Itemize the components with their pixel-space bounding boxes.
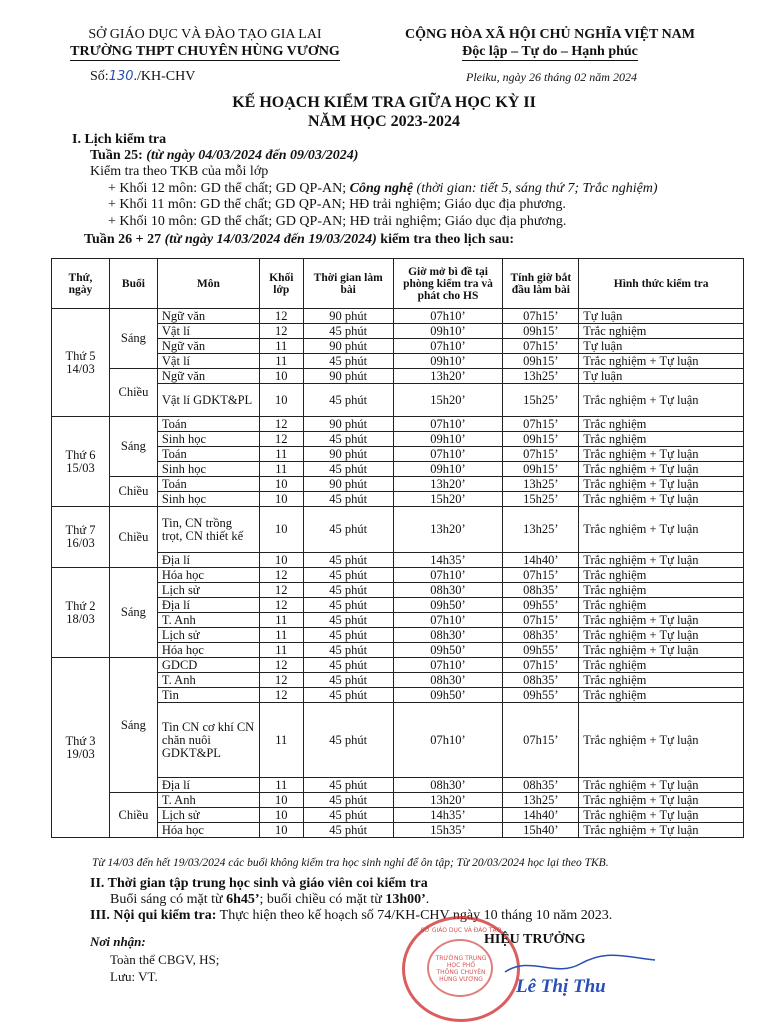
subject-cell: Toán [157, 417, 259, 432]
open-time-cell: 07h10’ [393, 613, 503, 628]
subject-cell: T. Anh [157, 613, 259, 628]
grade-cell: 10 [259, 553, 303, 568]
subject-cell: Lịch sử [157, 808, 259, 823]
start-time-cell: 07h15’ [503, 309, 579, 324]
subject-cell: Ngữ văn [157, 309, 259, 324]
format-cell: Trắc nghiệm + Tự luận [579, 808, 744, 823]
grade-cell: 12 [259, 432, 303, 447]
format-cell: Trắc nghiệm + Tự luận [579, 643, 744, 658]
table-row [52, 658, 744, 673]
open-time-cell: 09h10’ [393, 462, 503, 477]
school-name: TRƯỜNG THPT CHUYÊN HÙNG VƯƠNG [70, 44, 340, 59]
duration-cell: 45 phút [303, 324, 393, 339]
duration-cell: 45 phút [303, 778, 393, 793]
subject-cell: Ngữ văn [157, 369, 259, 384]
start-time-cell: 07h15’ [503, 658, 579, 673]
col-header-grade: Khối lớp [259, 259, 303, 309]
start-time-cell: 07h15’ [503, 447, 579, 462]
start-time-cell: 13h25’ [503, 369, 579, 384]
open-time-cell: 07h10’ [393, 309, 503, 324]
open-time-cell: 07h10’ [393, 703, 503, 778]
open-time-cell: 07h10’ [393, 339, 503, 354]
header-right [370, 26, 730, 60]
session-cell: Sáng [109, 417, 157, 477]
open-time-cell: 14h35’ [393, 808, 503, 823]
format-cell: Trắc nghiệm [579, 324, 744, 339]
week-26-27-line: Tuần 26 + 27 (từ ngày 14/03/2024 đến 19/03/2024) kiểm tra theo lịch sau: [84, 232, 515, 247]
duration-cell: 45 phút [303, 492, 393, 507]
open-time-cell: 08h30’ [393, 778, 503, 793]
subject-cell: Địa lí [157, 778, 259, 793]
start-time-cell: 14h40’ [503, 553, 579, 568]
col-header-open-time: Giờ mở bì đề tại phòng kiểm tra và phát cho HS [393, 259, 503, 309]
open-time-cell: 13h20’ [393, 477, 503, 492]
open-time-cell: 15h20’ [393, 492, 503, 507]
grade-cell: 10 [259, 384, 303, 417]
subject-cell: Vật lí [157, 354, 259, 369]
department-name: SỞ GIÁO DỤC VÀ ĐÀO TẠO GIA LAI [88, 27, 322, 42]
khoi-12-line: + Khối 12 môn: GD thể chất; GD QP-AN; Công nghệ (thời gian: tiết 5, sáng thứ 7; Trắc nghiệm) [108, 181, 658, 196]
start-time-cell: 15h40’ [503, 823, 579, 838]
table-row [52, 477, 744, 492]
format-cell: Trắc nghiệm + Tự luận [579, 492, 744, 507]
duration-cell: 90 phút [303, 339, 393, 354]
format-cell: Trắc nghiệm [579, 673, 744, 688]
format-cell: Trắc nghiệm [579, 598, 744, 613]
format-cell: Trắc nghiệm [579, 417, 744, 432]
subject-cell: Ngữ văn [157, 339, 259, 354]
exam-schedule-table [51, 258, 744, 838]
start-time-cell: 09h55’ [503, 643, 579, 658]
subject-cell: Tin, CN trồng trọt, CN thiết kế [157, 507, 259, 553]
start-time-cell: 15h25’ [503, 384, 579, 417]
duration-cell: 90 phút [303, 369, 393, 384]
format-cell: Trắc nghiệm + Tự luận [579, 553, 744, 568]
table-row [52, 417, 744, 432]
start-time-cell: 13h25’ [503, 793, 579, 808]
start-time-cell: 07h15’ [503, 339, 579, 354]
grade-cell: 12 [259, 673, 303, 688]
issue-date: Pleiku, ngày 26 tháng 02 năm 2024 [466, 70, 637, 84]
open-time-cell: 13h20’ [393, 369, 503, 384]
format-cell: Trắc nghiệm + Tự luận [579, 447, 744, 462]
start-time-cell: 07h15’ [503, 568, 579, 583]
duration-cell: 45 phút [303, 598, 393, 613]
open-time-cell: 09h50’ [393, 688, 503, 703]
subject-cell: Hóa học [157, 823, 259, 838]
duration-cell: 45 phút [303, 613, 393, 628]
day-cell: Thứ 7 16/03 [52, 507, 110, 568]
khoi-11-line: + Khối 11 môn: GD thể chất; GD QP-AN; HĐ trải nghiệm; Giáo dục địa phương. [108, 197, 566, 212]
subject-cell: Vật lí GDKT&PL [157, 384, 259, 417]
format-cell: Trắc nghiệm + Tự luận [579, 793, 744, 808]
open-time-cell: 08h30’ [393, 583, 503, 598]
document-number-handwritten: 130 [108, 69, 134, 84]
grade-cell: 11 [259, 339, 303, 354]
duration-cell: 45 phút [303, 658, 393, 673]
open-time-cell: 07h10’ [393, 568, 503, 583]
grade-cell: 10 [259, 808, 303, 823]
grade-cell: 10 [259, 492, 303, 507]
subject-cell: Hóa học [157, 643, 259, 658]
session-cell: Sáng [109, 309, 157, 369]
start-time-cell: 08h35’ [503, 673, 579, 688]
open-time-cell: 08h30’ [393, 673, 503, 688]
open-time-cell: 07h10’ [393, 417, 503, 432]
duration-cell: 90 phút [303, 447, 393, 462]
section-2-text: Buổi sáng có mặt từ 6h45’; buổi chiều có mặt từ 13h00’. [110, 892, 430, 907]
format-cell: Trắc nghiệm + Tự luận [579, 703, 744, 778]
duration-cell: 45 phút [303, 628, 393, 643]
subject-cell: Địa lí [157, 553, 259, 568]
rest-days-note: Từ 14/03 đến hết 19/03/2024 các buổi không kiểm tra học sinh nghỉ để ôn tập; Từ 20/03/2024 học lại theo TKB. [92, 857, 609, 869]
format-cell: Trắc nghiệm [579, 688, 744, 703]
open-time-cell: 09h50’ [393, 643, 503, 658]
table-row [52, 369, 744, 384]
grade-cell: 12 [259, 568, 303, 583]
subject-cell: Tin [157, 688, 259, 703]
grade-cell: 12 [259, 583, 303, 598]
section-2-heading: II. Thời gian tập trung học sinh và giáo viên coi kiểm tra [90, 876, 428, 891]
subject-cell: Sinh học [157, 432, 259, 447]
start-time-cell: 13h25’ [503, 507, 579, 553]
school-seal: SỞ GIÁO DỤC VÀ ĐÀO TẠO TRƯỜNG TRUNG HỌC PHỔ THÔNG CHUYÊN HÙNG VƯƠNG [402, 916, 520, 1022]
duration-cell: 90 phút [303, 417, 393, 432]
subject-cell: T. Anh [157, 793, 259, 808]
format-cell: Trắc nghiệm + Tự luận [579, 507, 744, 553]
duration-cell: 45 phút [303, 643, 393, 658]
grade-cell: 11 [259, 462, 303, 477]
duration-cell: 45 phút [303, 823, 393, 838]
subject-cell: Hóa học [157, 568, 259, 583]
format-cell: Trắc nghiệm + Tự luận [579, 628, 744, 643]
open-time-cell: 09h10’ [393, 324, 503, 339]
session-cell: Sáng [109, 658, 157, 793]
format-cell: Trắc nghiệm [579, 568, 744, 583]
grade-cell: 11 [259, 703, 303, 778]
format-cell: Trắc nghiệm + Tự luận [579, 477, 744, 492]
subject-cell: Tin CN cơ khí CN chăn nuôi GDKT&PL [157, 703, 259, 778]
grade-cell: 11 [259, 778, 303, 793]
duration-cell: 45 phút [303, 688, 393, 703]
recipients-label: Nơi nhận: [90, 934, 146, 949]
format-cell: Tự luận [579, 369, 744, 384]
grade-cell: 10 [259, 823, 303, 838]
table-row [52, 309, 744, 324]
format-cell: Trắc nghiệm + Tự luận [579, 823, 744, 838]
format-cell: Trắc nghiệm + Tự luận [579, 778, 744, 793]
start-time-cell: 08h35’ [503, 778, 579, 793]
principal-title: HIỆU TRƯỞNG [484, 932, 586, 947]
format-cell: Tự luận [579, 309, 744, 324]
grade-cell: 11 [259, 643, 303, 658]
section-3: III. Nội qui kiểm tra: Thực hiện theo kế hoạch số 74/KH-CHV ngày 10 tháng 10 năm 2023. [90, 908, 613, 923]
format-cell: Trắc nghiệm + Tự luận [579, 462, 744, 477]
document-subtitle: NĂM HỌC 2023-2024 [308, 113, 460, 130]
day-cell: Thứ 3 19/03 [52, 658, 110, 838]
format-cell: Tự luận [579, 339, 744, 354]
table-row [52, 507, 744, 553]
subject-cell: Địa lí [157, 598, 259, 613]
col-header-subject: Môn [157, 259, 259, 309]
start-time-cell: 07h15’ [503, 613, 579, 628]
table-header-row [52, 259, 744, 309]
duration-cell: 45 phút [303, 462, 393, 477]
session-cell: Chiều [109, 369, 157, 417]
grade-cell: 12 [259, 598, 303, 613]
start-time-cell: 13h25’ [503, 477, 579, 492]
grade-cell: 12 [259, 658, 303, 673]
duration-cell: 45 phút [303, 793, 393, 808]
session-cell: Sáng [109, 568, 157, 658]
col-header-format: Hình thức kiểm tra [579, 259, 744, 309]
header-left [40, 26, 370, 60]
subject-cell: Lịch sử [157, 583, 259, 598]
open-time-cell: 07h10’ [393, 658, 503, 673]
subject-cell: Vật lí [157, 324, 259, 339]
start-time-cell: 07h15’ [503, 703, 579, 778]
open-time-cell: 13h20’ [393, 793, 503, 808]
subject-cell: GDCD [157, 658, 259, 673]
grade-cell: 11 [259, 354, 303, 369]
subject-cell: T. Anh [157, 673, 259, 688]
subject-cell: Sinh học [157, 492, 259, 507]
open-time-cell: 09h10’ [393, 432, 503, 447]
table-row [52, 793, 744, 808]
duration-cell: 45 phút [303, 553, 393, 568]
session-cell: Chiều [109, 507, 157, 568]
grade-cell: 10 [259, 507, 303, 553]
start-time-cell: 09h15’ [503, 324, 579, 339]
open-time-cell: 07h10’ [393, 447, 503, 462]
grade-cell: 12 [259, 324, 303, 339]
format-cell: Trắc nghiệm [579, 583, 744, 598]
open-time-cell: 13h20’ [393, 507, 503, 553]
session-cell: Chiều [109, 477, 157, 507]
start-time-cell: 09h55’ [503, 688, 579, 703]
grade-cell: 11 [259, 613, 303, 628]
start-time-cell: 09h15’ [503, 462, 579, 477]
open-time-cell: 15h20’ [393, 384, 503, 417]
duration-cell: 45 phút [303, 568, 393, 583]
open-time-cell: 15h35’ [393, 823, 503, 838]
grade-cell: 12 [259, 417, 303, 432]
start-time-cell: 15h25’ [503, 492, 579, 507]
duration-cell: 45 phút [303, 432, 393, 447]
duration-cell: 45 phút [303, 507, 393, 553]
open-time-cell: 09h10’ [393, 354, 503, 369]
day-cell: Thứ 2 18/03 [52, 568, 110, 658]
duration-cell: 45 phút [303, 384, 393, 417]
format-cell: Trắc nghiệm [579, 658, 744, 673]
recipient-1: Toàn thể CBGV, HS; [110, 952, 220, 967]
day-cell: Thứ 6 15/03 [52, 417, 110, 507]
format-cell: Trắc nghiệm [579, 432, 744, 447]
col-header-session: Buổi [109, 259, 157, 309]
subject-cell: Lịch sử [157, 628, 259, 643]
start-time-cell: 08h35’ [503, 628, 579, 643]
col-header-day: Thứ, ngày [52, 259, 110, 309]
duration-cell: 45 phút [303, 583, 393, 598]
subject-cell: Toán [157, 477, 259, 492]
subject-cell: Toán [157, 447, 259, 462]
grade-cell: 11 [259, 447, 303, 462]
week-25-line: Tuần 25: (từ ngày 04/03/2024 đến 09/03/2024) [90, 148, 359, 163]
document-title: KẾ HOẠCH KIỂM TRA GIỮA HỌC KỲ II [232, 94, 536, 111]
start-time-cell: 09h55’ [503, 598, 579, 613]
start-time-cell: 09h15’ [503, 354, 579, 369]
tkb-line: Kiểm tra theo TKB của mỗi lớp [90, 164, 269, 179]
section-1-heading: I. Lịch kiểm tra [72, 132, 167, 147]
grade-cell: 10 [259, 793, 303, 808]
khoi-10-line: + Khối 10 môn: GD thể chất; GD QP-AN; HĐ trải nghiệm; Giáo dục địa phương. [108, 214, 567, 229]
grade-cell: 11 [259, 628, 303, 643]
col-header-start-time: Tính giờ bắt đầu làm bài [503, 259, 579, 309]
table-row [52, 568, 744, 583]
subject-cell: Sinh học [157, 462, 259, 477]
duration-cell: 45 phút [303, 354, 393, 369]
open-time-cell: 08h30’ [393, 628, 503, 643]
country-name: CỘNG HÒA XÃ HỘI CHỦ NGHĨA VIỆT NAM [404, 27, 695, 42]
duration-cell: 45 phút [303, 808, 393, 823]
format-cell: Trắc nghiệm + Tự luận [579, 354, 744, 369]
document-number: Số:130./KH-CHV [90, 69, 196, 84]
duration-cell: 90 phút [303, 477, 393, 492]
grade-cell: 10 [259, 477, 303, 492]
duration-cell: 90 phút [303, 309, 393, 324]
col-header-duration: Thời gian làm bài [303, 259, 393, 309]
motto: Độc lập – Tự do – Hạnh phúc [462, 44, 638, 59]
format-cell: Trắc nghiệm + Tự luận [579, 384, 744, 417]
grade-cell: 10 [259, 369, 303, 384]
recipient-2: Lưu: VT. [110, 969, 158, 984]
duration-cell: 45 phút [303, 703, 393, 778]
open-time-cell: 09h50’ [393, 598, 503, 613]
start-time-cell: 09h15’ [503, 432, 579, 447]
format-cell: Trắc nghiệm + Tự luận [579, 613, 744, 628]
grade-cell: 12 [259, 688, 303, 703]
start-time-cell: 07h15’ [503, 417, 579, 432]
start-time-cell: 14h40’ [503, 808, 579, 823]
session-cell: Chiều [109, 793, 157, 838]
grade-cell: 12 [259, 309, 303, 324]
start-time-cell: 08h35’ [503, 583, 579, 598]
principal-name: Lê Thị Thu [516, 976, 606, 997]
duration-cell: 45 phút [303, 673, 393, 688]
day-cell: Thứ 5 14/03 [52, 309, 110, 417]
open-time-cell: 14h35’ [393, 553, 503, 568]
